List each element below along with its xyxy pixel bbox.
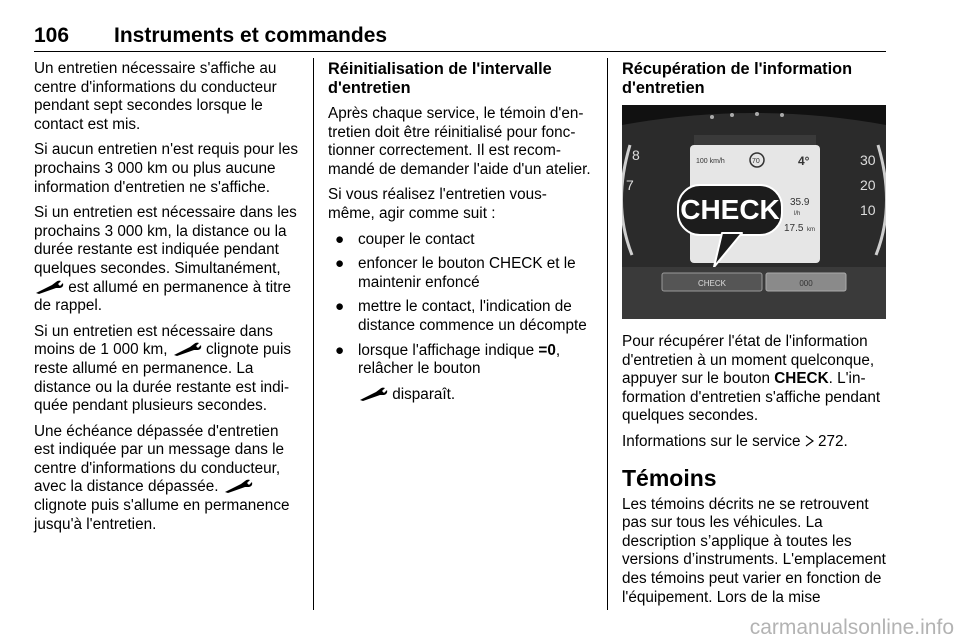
gauge-label: 30 — [860, 152, 876, 168]
section-heading: Réinitialisation de l'intervalle d'entretien — [328, 60, 552, 97]
bullet-icon: ● — [335, 255, 345, 273]
check-callout-label: CHECK — [680, 194, 780, 225]
list-item-text: , relâcher le bouton — [358, 341, 561, 378]
text-run: Si un entretien est nécessaire dans moins de 1 000 km, — [34, 322, 273, 359]
paragraph: Si vous réalisez l'entretien vous-même, agir comme suit : — [328, 186, 547, 222]
text-run: Une échéance dépassée d'entretien est indiquée par un message dans le centre d'informations du conducteur, avec la distance dépassée. — [34, 422, 285, 496]
page-reference-arrow-icon — [805, 435, 814, 447]
text-run: Si un entretien est nécessaire dans les prochains 3 000 km, la distance ou la durée restante est indiquée pendant quelques secondes. Simultanément, — [34, 204, 297, 277]
paragraph: Si aucun entretien n'est requis pour les prochains 3 000 km ou plus aucune information d'entretien ne s'affiche. — [34, 141, 298, 196]
consumption-unit: l/h — [794, 211, 801, 217]
speed-limit-sign: 70 — [752, 158, 760, 165]
paragraph: Les témoins décrits ne se retrouvent pas sur tous les véhicules. La description s’applique à toutes les versions d’instruments. L'emplacement des témoins peut varier en fonction de l'équipement. Lors de la mise — [622, 495, 886, 606]
wrench-icon — [358, 386, 388, 402]
paragraph — [34, 423, 300, 535]
list-item-text: enfoncer le bouton CHECK et le maintenir enfoncé — [358, 255, 576, 291]
column-divider — [607, 58, 608, 610]
list-item — [328, 231, 592, 250]
column-left — [34, 60, 300, 541]
list-item-text: mettre le contact, l'indication de distance commence un décompte — [358, 298, 587, 334]
page-header — [34, 24, 886, 54]
text-run: disparaît. — [392, 385, 456, 403]
page-number: 106 — [34, 24, 70, 47]
wrench-icon — [34, 279, 64, 295]
header-divider — [34, 51, 886, 52]
paragraph — [34, 204, 300, 316]
button-reference: CHECK — [774, 370, 829, 388]
instrument-cluster-figure — [622, 105, 886, 319]
text-run: clignote puis s'allume en permanence jusqu'à l'entretien. — [34, 497, 290, 533]
wrench-icon — [223, 478, 253, 494]
wrench-icon — [172, 341, 202, 357]
text-run: Pour récupérer l'état de l'information d'entretien à un moment quelconque, appuyer sur le bouton — [622, 333, 875, 388]
text-run: Informations sur le service — [622, 432, 801, 450]
paragraph: Un entretien nécessaire s'affiche au centre d'informations du conducteur pendant sept secondes lorsque le contact est mis. — [34, 60, 277, 133]
gauge-label: 10 — [860, 202, 876, 218]
list-item — [328, 255, 592, 292]
paragraph: Après chaque service, le témoin d'entretien doit être réinitialisé pour fonctionner correctement. Il est recommandé de demander l'aide d'un atelier. — [328, 105, 591, 178]
bullet-icon: ● — [335, 298, 345, 316]
text-run: clignote puis reste allumé en permanence. La distance ou la durée restante est indiquée pendant plusieurs secondes. — [34, 341, 292, 415]
temperature-readout: 4° — [798, 154, 810, 168]
paragraph — [622, 333, 888, 426]
section-title: Témoins — [622, 464, 717, 491]
paragraph — [34, 323, 300, 416]
page-reference[interactable]: 272. — [818, 432, 848, 450]
column-middle — [328, 60, 592, 411]
range-unit: km — [807, 227, 815, 233]
range-value: 17.5 — [784, 223, 804, 234]
text-run: . L'information d'entretien s'affiche pendant quelques secondes. — [622, 370, 881, 425]
watermark: carmanualsonline.info — [749, 616, 954, 639]
page-title: Instruments et commandes — [114, 24, 388, 47]
section-heading: Récupération de l'information d'entretien — [622, 60, 853, 97]
consumption-value: 35.9 — [790, 197, 810, 208]
bullet-icon: ● — [335, 230, 345, 248]
column-right — [622, 60, 888, 614]
gauge-label: 7 — [626, 177, 634, 193]
paragraph — [328, 386, 592, 405]
list-item-text: lorsque l'affichage indique — [358, 341, 535, 359]
speed-readout: 100 km/h — [696, 158, 725, 165]
gauge-label: 8 — [632, 147, 640, 163]
column-divider — [313, 58, 314, 610]
trip-button-label: 000 — [799, 279, 813, 288]
display-value: =0 — [538, 341, 556, 359]
list-item — [328, 342, 592, 379]
steps-list — [328, 231, 592, 379]
list-item — [328, 298, 592, 335]
list-item-text: couper le contact — [358, 230, 475, 248]
gauge-label: 20 — [860, 177, 876, 193]
check-button-label: CHECK — [697, 279, 727, 288]
text-run: est allumé en permanence à titre de rappel. — [34, 278, 292, 315]
bullet-icon: ● — [335, 341, 345, 359]
paragraph — [622, 433, 888, 452]
